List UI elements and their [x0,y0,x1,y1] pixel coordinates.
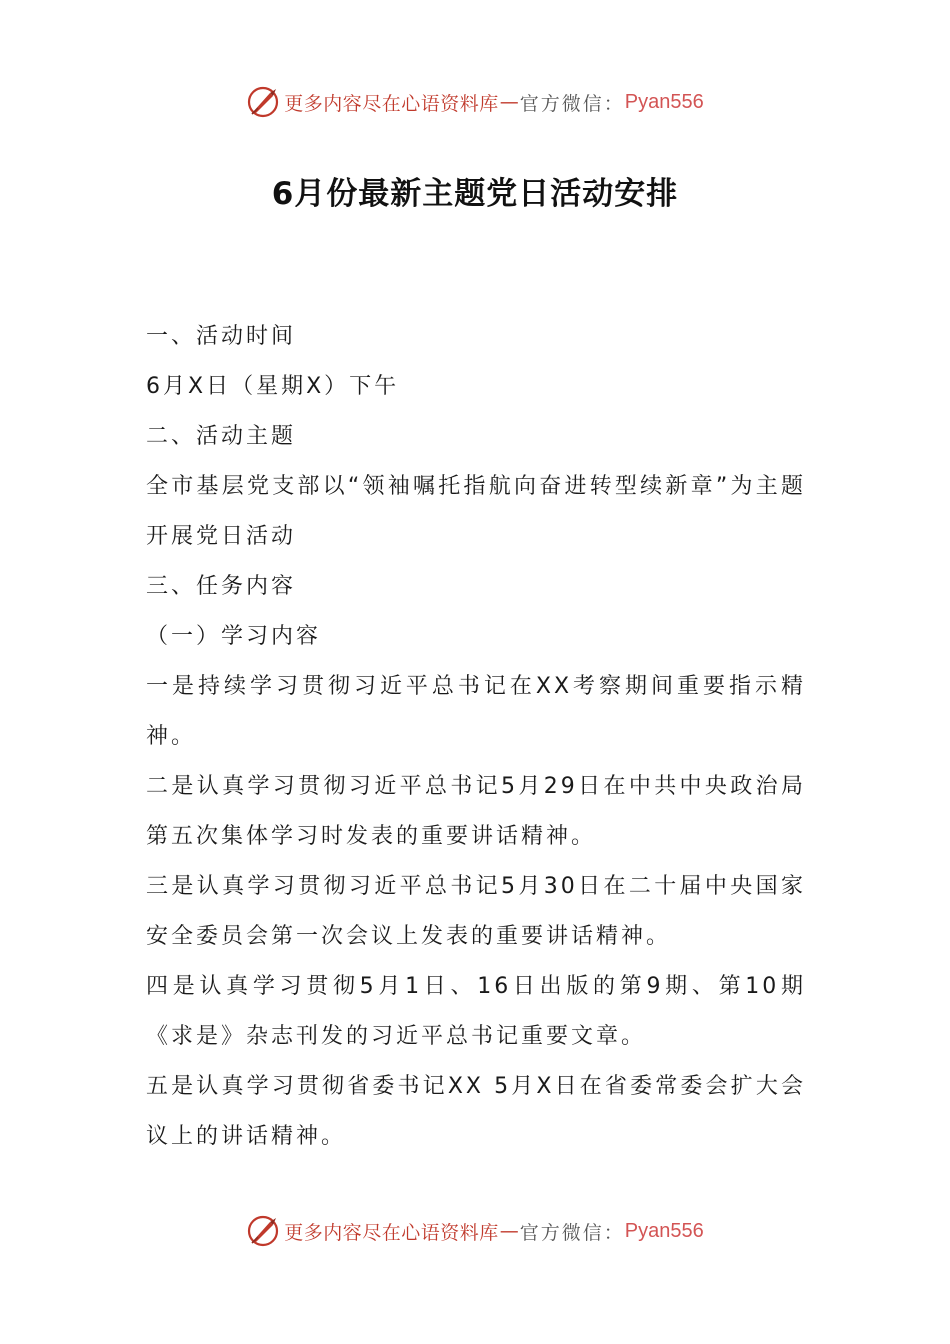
paragraph-study-item-1: 一是持续学习贯彻习近平总书记在XX考察期间重要指示精神。 [146,674,806,749]
quill-logo-icon [246,1214,280,1248]
paragraph-time-value: 6月X日（星期X）下午 [146,374,400,399]
banner-slogan: 更多内容尽在心语资料库 [284,92,499,115]
section-heading-theme: 二、活动主题 [146,424,297,449]
banner-wechat-label: 官方微信： [519,92,625,115]
banner-dash: — [499,91,519,113]
header-banner [0,82,950,122]
paragraph-theme-value: 全市基层党支部以“领袖嘱托指航向奋进转型续新章”为主题开展党日活动 [146,474,806,549]
quill-logo-icon [246,85,280,119]
document-body [146,312,806,1162]
paragraph-study-item-5: 五是认真学习贯彻省委书记XX 5月X日在省委常委会扩大会议上的讲话精神。 [146,1074,806,1149]
footer-banner [0,1211,950,1251]
document-title: 6月份最新主题党日活动安排 [271,176,679,212]
banner-wechat-id: Pyan556 [624,90,704,113]
paragraph-study-item-3: 三是认真学习贯彻习近平总书记5月30日在二十届中央国家安全委员会第一次会议上发表的重要讲话精神。 [146,874,806,949]
paragraph-study-item-2: 二是认真学习贯彻习近平总书记5月29日在中共中央政治局第五次集体学习时发表的重要讲话精神。 [146,774,806,849]
paragraph-study-item-4: 四是认真学习贯彻5月1日、16日出版的第9期、第10期《求是》杂志刊发的习近平总书记重要文章。 [146,974,806,1049]
banner-dash: — [499,1220,519,1242]
banner-slogan: 更多内容尽在心语资料库 [284,1221,499,1244]
section-heading-tasks: 三、任务内容 [146,574,297,599]
banner-wechat-label: 官方微信： [519,1221,625,1244]
banner-wechat-id: Pyan556 [624,1219,704,1242]
section-heading-time: 一、活动时间 [146,324,297,349]
subsection-heading-study: （一）学习内容 [146,624,322,649]
